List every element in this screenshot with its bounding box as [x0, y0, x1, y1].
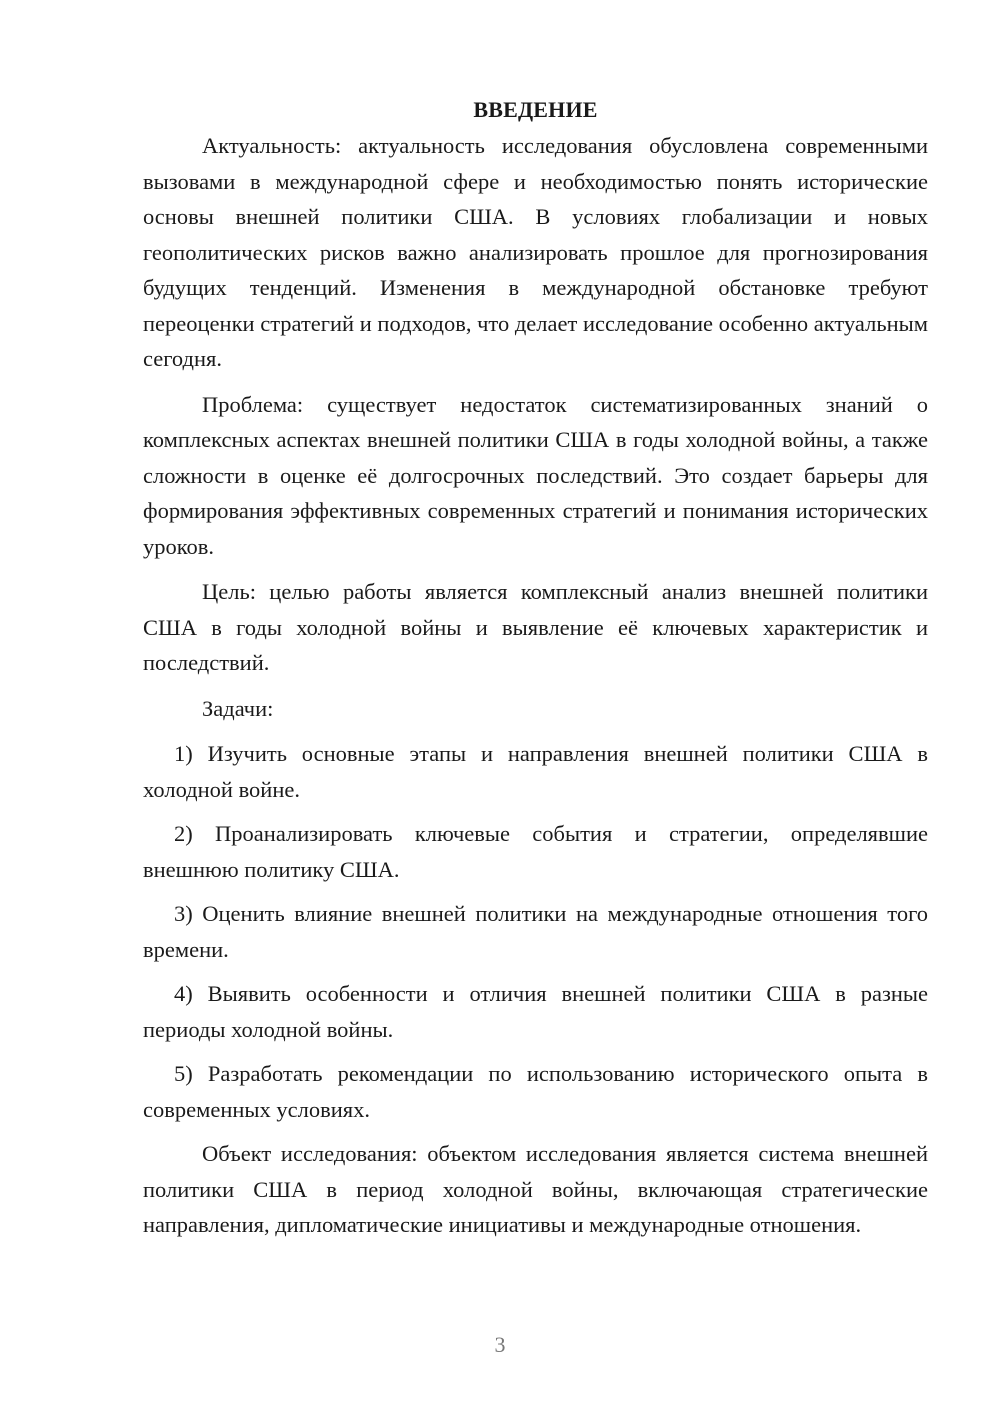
list-item: 3) Оценить влияние внешней политики на международные отношения того времени. [143, 901, 928, 962]
list-item: 1) Изучить основные этапы и направления внешней политики США в холодной войне. [143, 741, 928, 802]
document-page [143, 92, 928, 1253]
section-heading: ВВЕДЕНИЕ [473, 97, 598, 122]
paragraph-object: Объект исследования: объектом исследования является система внешней политики США в период холодной войны, включающая стратегические направления, дипломатические инициативы и международные отношения. [143, 1141, 928, 1237]
paragraph-problem: Проблема: существует недостаток систематизированных знаний о комплексных аспектах внешней политики США в годы холодной войны, а также сложности в оценке её долгосрочных последствий. Это создает барьеры для формирования эффективных современных стратегий и понимания исторических уроков. [143, 391, 928, 559]
list-item: 4) Выявить особенности и отличия внешней политики США в разные периоды холодной войны. [143, 981, 928, 1042]
list-item: 2) Проанализировать ключевые события и стратегии, определявшие внешнюю политику США. [143, 821, 928, 882]
page-number: 3 [494, 1332, 506, 1357]
tasks-list [143, 736, 928, 1127]
paragraph-goal: Цель: целью работы является комплексный анализ внешней политики США в годы холодной войны и выявление её ключевых характеристик и последствий. [143, 579, 928, 675]
tasks-label: Задачи: [202, 695, 274, 721]
list-item: 5) Разработать рекомендации по использованию исторического опыта в современных условиях. [143, 1061, 928, 1122]
paragraph-relevance: Актуальность: актуальность исследования обусловлена современными вызовами в международной сфере и необходимостью понять исторические основы внешней политики США. В условиях глобализации и новых геополитических рисков важно анализировать прошлое для прогнозирования будущих тенденций. Изменения в международной обстановке требуют переоценки стратегий и подходов, что делает исследование особенно актуальным сегодня. [143, 133, 928, 371]
